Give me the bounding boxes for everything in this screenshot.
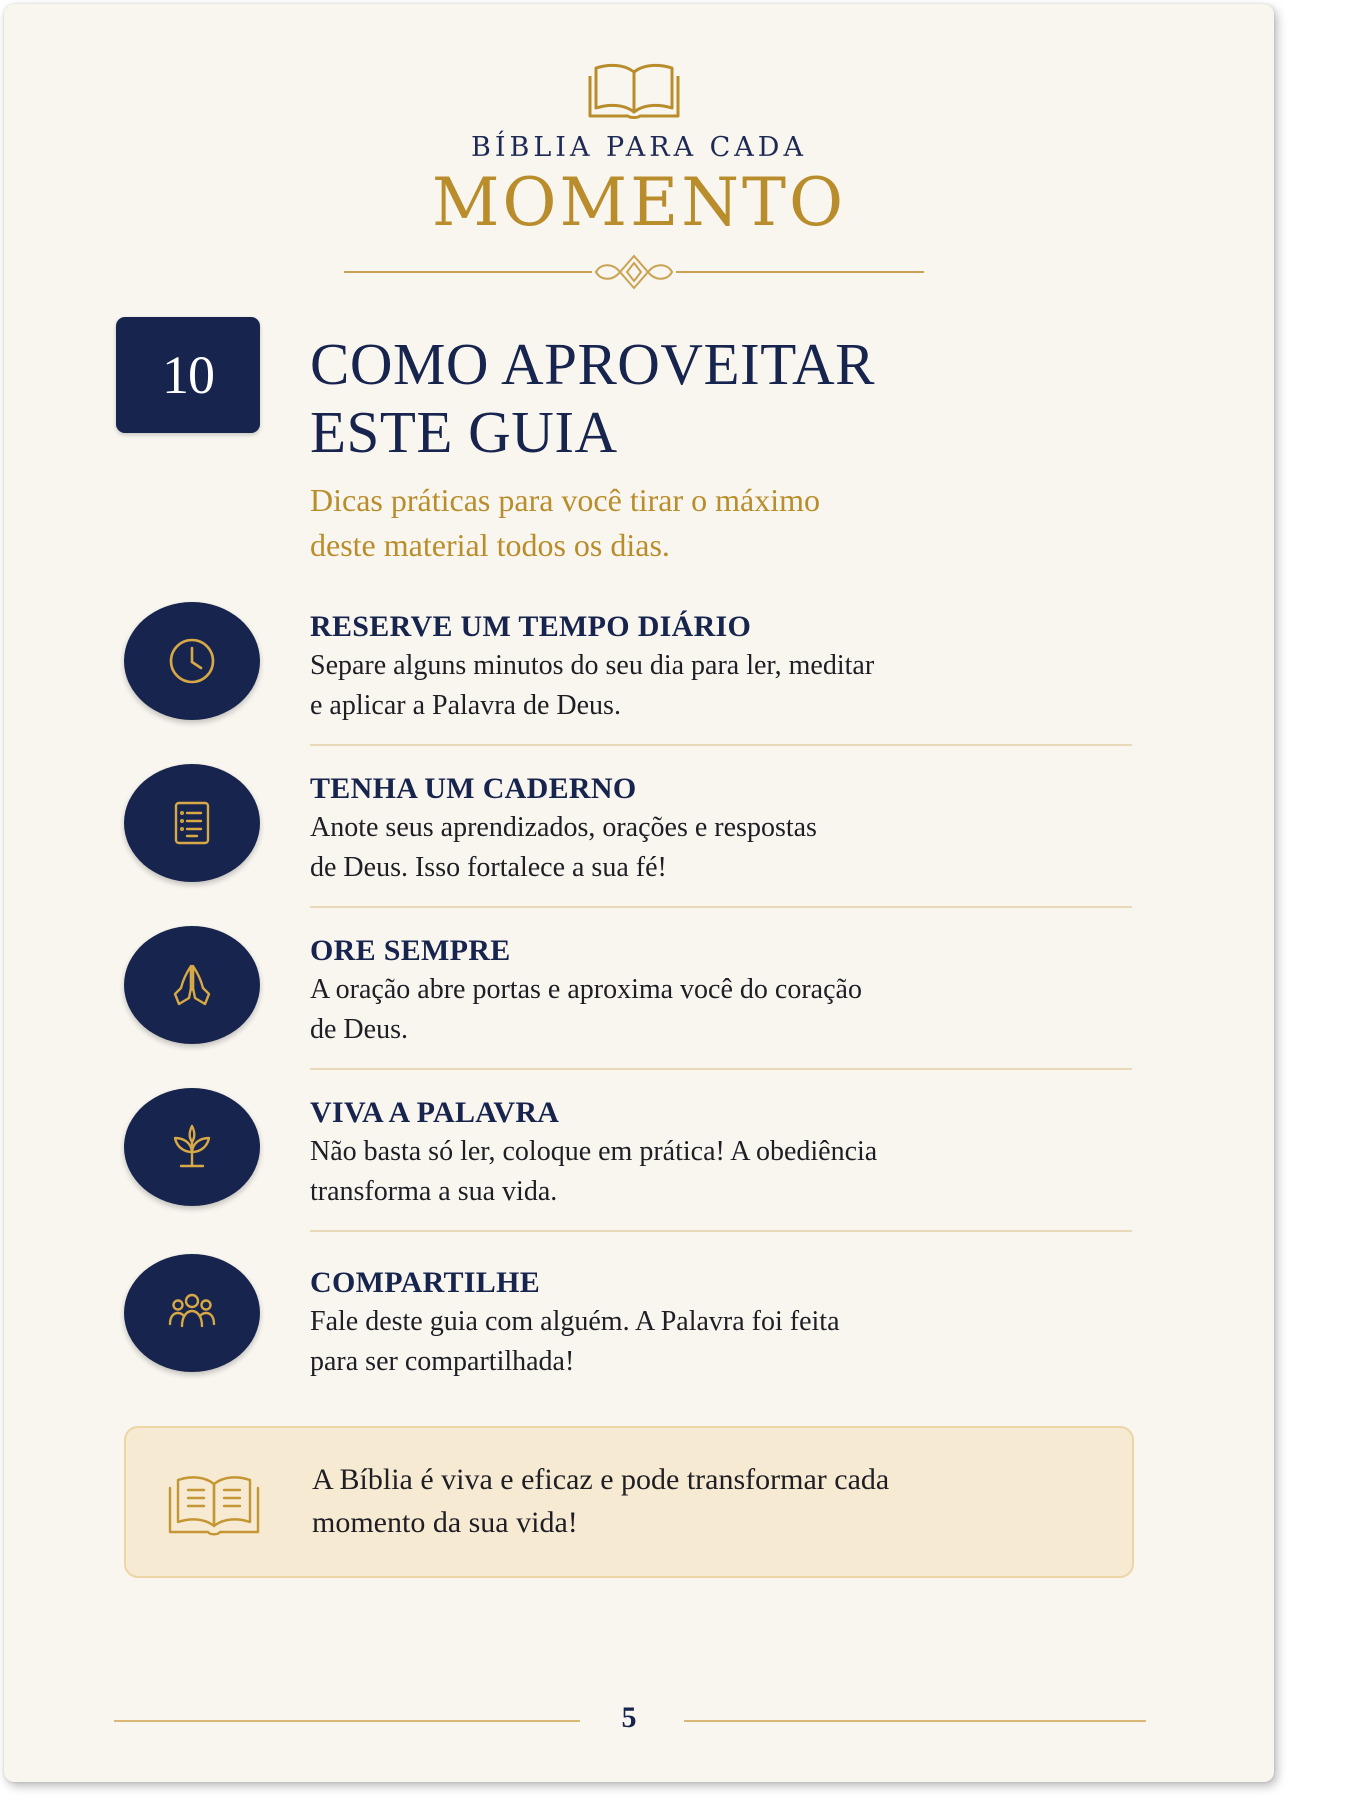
guide-page [4, 4, 1274, 1782]
tip-item [4, 1088, 1274, 1238]
page-subtitle-line-1: Dicas práticas para você tirar o máximo [310, 482, 820, 518]
tip-description-line: Não basta só ler, coloque em prática! A obediência [310, 1136, 878, 1167]
chapter-number-badge: 10 [116, 317, 260, 433]
tip-description-line: para ser compartilhada! [310, 1346, 575, 1377]
brand-title: MOMENTO [431, 164, 847, 241]
tip-title: RESERVE UM TEMPO DIÁRIO [310, 610, 752, 643]
tip-item [4, 926, 1274, 1076]
tip-icon-circle [124, 1254, 260, 1372]
tip-description [310, 1132, 1070, 1212]
tip-divider [310, 906, 1132, 908]
people-group-icon [167, 1288, 217, 1338]
tip-divider [310, 1230, 1132, 1232]
open-bible-icon [164, 1468, 264, 1538]
sprout-icon [167, 1122, 217, 1172]
tip-item [4, 602, 1274, 752]
tip-description [310, 970, 1070, 1050]
verse-callout-line: momento da sua vida! [312, 1506, 578, 1539]
tip-item [4, 764, 1274, 914]
tip-description-line: e aplicar a Palavra de Deus. [310, 690, 621, 721]
tip-description-line: de Deus. [310, 1014, 408, 1045]
tip-divider [310, 1068, 1132, 1070]
tip-description-line: Fale deste guia com alguém. A Palavra foi feita [310, 1306, 840, 1337]
ornament-divider-icon [344, 252, 924, 292]
tip-icon-circle [124, 1088, 260, 1206]
page-title [310, 330, 1110, 466]
verse-callout-line: A Bíblia é viva e eficaz e pode transformar cada [312, 1463, 890, 1496]
tip-description-line: transforma a sua vida. [310, 1176, 558, 1207]
tip-description-line: Separe alguns minutos do seu dia para ler, meditar [310, 650, 875, 681]
tip-item [4, 1254, 1274, 1404]
page-number: 5 [621, 1701, 637, 1734]
tip-description [310, 808, 1070, 888]
tip-description [310, 646, 1070, 726]
page-title-line-1: COMO APROVEITAR [310, 331, 875, 397]
verse-callout-text [312, 1458, 1112, 1544]
page-subtitle-line-2: deste material todos os dias. [310, 527, 670, 563]
tip-icon-circle [124, 926, 260, 1044]
footer-line-right [684, 1720, 1146, 1722]
tip-description-line: A oração abre portas e aproxima você do coração [310, 974, 862, 1005]
tip-description-line: de Deus. Isso fortalece a sua fé! [310, 852, 667, 883]
page-title-line-2: ESTE GUIA [310, 399, 618, 465]
tip-icon-circle [124, 764, 260, 882]
open-book-logo-icon [584, 52, 684, 120]
brand-subtitle: BÍBLIA PARA CADA [471, 132, 807, 163]
footer-line-left [114, 1720, 580, 1722]
tip-title: TENHA UM CADERNO [310, 772, 637, 805]
verse-callout-box [124, 1426, 1134, 1578]
clock-icon [167, 636, 217, 686]
tip-divider [310, 744, 1132, 746]
tip-title: VIVA A PALAVRA [310, 1096, 560, 1129]
tip-description-line: Anote seus aprendizados, orações e respostas [310, 812, 817, 843]
praying-hands-icon [167, 960, 217, 1010]
page-subtitle [310, 478, 1110, 568]
tip-title: COMPARTILHE [310, 1266, 541, 1299]
tip-icon-circle [124, 602, 260, 720]
tip-description [310, 1302, 1070, 1382]
tip-title: ORE SEMPRE [310, 934, 511, 967]
notebook-icon [167, 798, 217, 848]
